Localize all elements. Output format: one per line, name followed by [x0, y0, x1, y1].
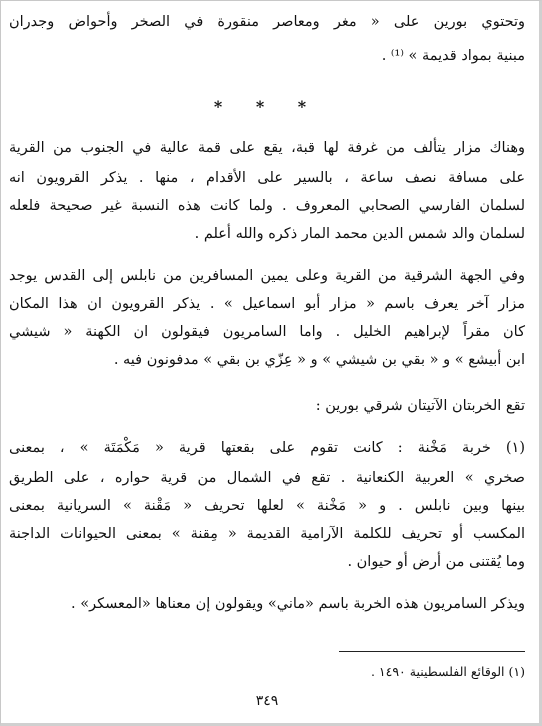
text-line: صخري » العربية الكنعانية . تقع في الشمال من قرية حواره ، على الطريق: [9, 470, 525, 486]
text-line: وما يُقتنى من أرض أو حيوان .: [347, 554, 525, 570]
footnote: (١) الوقائع الفلسطينية ١٤٩٠ .: [370, 664, 525, 679]
text-line: لسلمان والد شمس الدين محمد المار ذكره والله أعلم .: [194, 226, 525, 242]
footnote-rule: [339, 651, 525, 652]
text-line: (١) خربة مَخْنة : كانت تقوم على بقعتها قرية « مَكْمَتَة » ، بمعنى: [9, 440, 525, 456]
text-line: مزار آخر يعرف باسم « مزار أبو اسماعيل » . يذكر القرويون ان هذا المكان: [9, 296, 525, 312]
text-line: وفي الجهة الشرقية من القرية وعلى يمين المسافرين من نابلس إلى القدس يوجد: [9, 268, 525, 284]
text-line: كان مقراً لإبراهيم الخليل . واما السامريون فيقولون ان الكهنة « شيشي: [9, 324, 525, 340]
section-separator: * * *: [213, 97, 321, 116]
book-page: [9, 7, 525, 719]
text-line: المكسب أو تحريف للكلمة الآرامية القديمة « مِقنة » بمعنى الحيوانات الداجنة: [9, 526, 525, 542]
text-line: مبنية بمواد قديمة » ⁽¹⁾ .: [381, 48, 525, 64]
page-number: ٣٤٩: [255, 693, 279, 709]
text-line: وتحتوي بورين على « مغر ومعاصر منقورة في الصخر وأحواض وجدران: [9, 14, 525, 30]
text-line: ابن أبيشع » و « بقي بن شيشي » و « عِزّي بن بقي » مدفونون فيه .: [113, 352, 525, 368]
text-line: بينها وبين نابلس . و « مَخْنة » لعلها تحريف « مَقْنة » السريانية بمعنى: [9, 498, 525, 514]
text-line: لسلمان الفارسي الصحابي المعروف . ولما كانت هذه النسبة غير صحيحة فلعله: [9, 198, 525, 214]
text-line: على مسافة نصف ساعة ، بالسير على الأقدام ، منها . يذكر القرويون انه: [9, 170, 525, 186]
text-line: وهناك مزار يتألف من غرفة لها قبة، يقع على قمة عالية في الجنوب من القرية: [9, 140, 525, 156]
text-line: تقع الخربتان الآتيتان شرقي بورين :: [315, 398, 525, 414]
text-line: ويذكر السامريون هذه الخربة باسم «ماني» ويقولون إن معناها «المعسكر» .: [71, 596, 525, 612]
